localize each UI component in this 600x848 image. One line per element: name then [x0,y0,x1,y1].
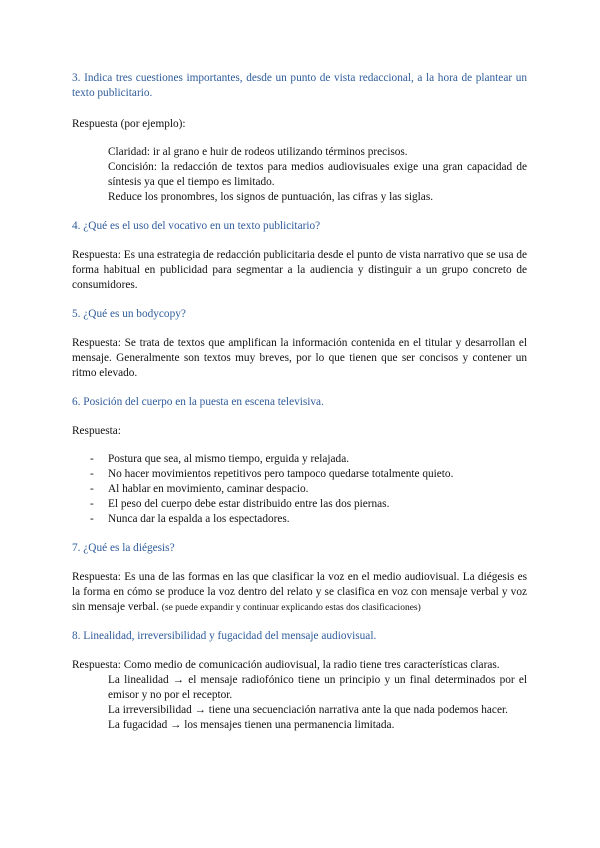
list-item: - Postura que sea, al mismo tiempo, erguida y relajada. [72,452,527,467]
question-8-items [108,673,527,733]
question-6-heading: 6. Posición del cuerpo en la puesta en escena televisiva. [72,396,324,408]
question-7-answer [72,570,527,616]
answer-text: Respuesta: Es una de las formas en las que clasificar la voz en el medio audiovisual. La diégesis es la forma en cómo se produce la voz dentro del relato y se clasifica en voz con mensaje verbal y voz sin mensaje verbal. [72,571,527,613]
question-3-items [108,145,527,205]
list-item: Reduce los pronombres, los signos de puntuación, las cifras y las siglas. [108,191,434,203]
question-6-items [72,452,527,527]
question-7-heading: 7. ¿Qué es la diégesis? [72,542,175,554]
question-3-heading: 3. Indica tres cuestiones importantes, desde un punto de vista redaccional, a la hora de plantear un texto publicitario. [72,72,527,99]
question-5-heading: 5. ¿Qué es un bodycopy? [72,308,186,320]
list-item: - Al hablar en movimiento, caminar despacio. [72,482,527,497]
question-8-heading: 8. Linealidad, irreversibilidad y fugacidad del mensaje audiovisual. [72,630,377,642]
list-item: La fugacidad → los mensajes tienen una permanencia limitada. [108,719,395,731]
question-6-answer-label: Respuesta: [72,425,121,437]
list-item: Claridad: ir al grano e huir de rodeos utilizando términos precisos. [108,146,408,158]
question-8-answer: Respuesta: Como medio de comunicación audiovisual, la radio tiene tres características claras. [72,659,500,671]
list-item: La irreversibilidad → tiene una secuenciación narrativa ante la que nada podemos hacer. [108,704,508,716]
list-item: - Nunca dar la espalda a los espectadores. [72,512,527,527]
list-item: Concisión: la redacción de textos para medios audiovisuales exige una gran capacidad de síntesis ya que el tiempo es limitado. [108,161,527,188]
question-3-answer-label: Respuesta (por ejemplo): [72,118,186,130]
question-4-answer: Respuesta: Es una estrategia de redacción publicitaria desde el punto de vista narrativo que se usa de forma habitual en publicidad para segmentar a la audiencia y distinguir a un grupo concreto de consumidores. [72,249,527,291]
question-4-heading: 4. ¿Qué es el uso del vocativo en un texto publicitario? [72,220,321,232]
list-item: La linealidad → el mensaje radiofónico tiene un principio y un final determinados por el emisor y no por el receptor. [108,674,527,701]
answer-note: (se puede expandir y continuar explicando estas dos clasificaciones) [161,603,421,613]
question-5-answer: Respuesta: Se trata de textos que amplifican la información contenida en el titular y desarrollan el mensaje. Generalmente son textos muy breves, por lo que tienen que ser concisos y contener un ritmo elevado. [72,337,527,379]
list-item: - No hacer movimientos repetitivos pero tampoco quedarse totalmente quieto. [72,467,527,482]
list-item: - El peso del cuerpo debe estar distribuido entre las dos piernas. [72,497,527,512]
